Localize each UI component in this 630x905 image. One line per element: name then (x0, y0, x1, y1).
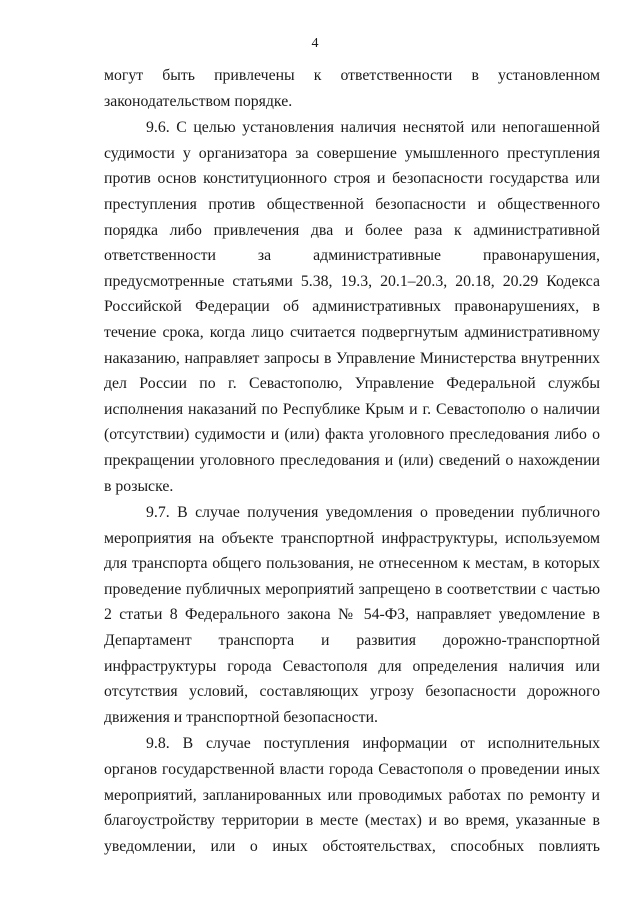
page-number: 4 (311, 36, 319, 51)
document-body (104, 63, 600, 859)
paragraph-9-6: 9.6. С целью установления наличия неснятой или непогашенной судимости у организатора за совершение умышленного преступления против основ конституционного строя и безопасности государства или преступления против общественной безопасности и общественного порядка либо привлечения два и более раза к административной ответственности за административные правонарушения, предусмотренные статьями 5.38, 19.3, 20.1–20.3, 20.18, 20.29 Кодекса Российской Федерации об административных правонарушениях, в течение срока, когда лицо считается подвергнутым административному наказанию, направляет запросы в Управление Министерства внутренних дел России по г. Севастополю, Управление Федеральной службы исполнения наказаний по Республике Крым и г. Севастополю о наличии (отсутствии) судимости и (или) факта уголовного преследования либо о прекращении уголовного преследования и (или) сведений о нахождении в розыске. (104, 119, 600, 495)
paragraph-continuation: могут быть привлечены к ответственности в установленном законодательством порядке. (104, 67, 600, 110)
paragraph-9-8: 9.8. В случае поступления информации от исполнительных органов государственной власти города Севастополя о проведении иных мероприятий, запланированных или проводимых работах по ремонту и благоустройству территории в месте (местах) и во время, указанные в уведомлении, или о иных обстоятельствах, способных повлиять (104, 735, 600, 855)
paragraph-9-7: 9.7. В случае получения уведомления о проведении публичного мероприятия на объекте транспортной инфраструктуры, используемом для транспорта общего пользования, не отнесенном к местам, в которых проведение публичных мероприятий запрещено в соответствии с частью 2 статьи 8 Федерального закона № 54-ФЗ, направляет уведомление в Департамент транспорта и развития дорожно-транспортной инфраструктуры города Севастополя для определения наличия или отсутствия условий, составляющих угрозу безопасности дорожного движения и транспортной безопасности. (104, 504, 600, 726)
